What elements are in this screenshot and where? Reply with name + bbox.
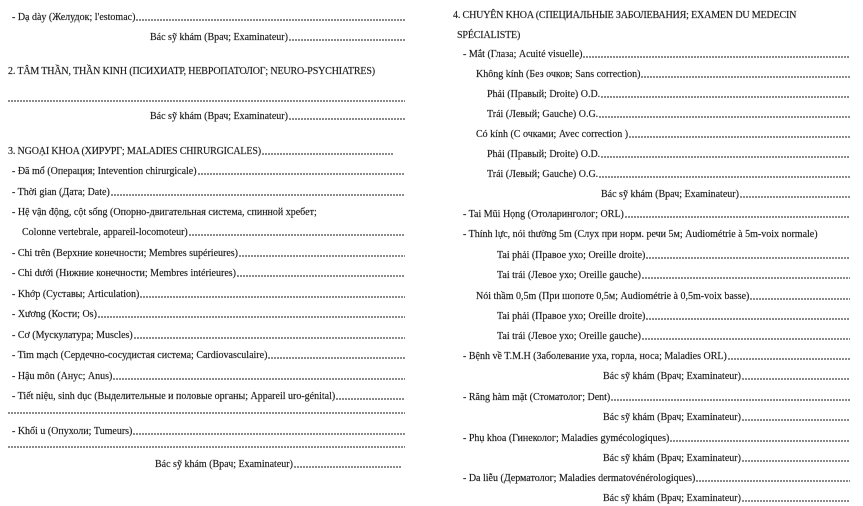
dotted-leader [696, 476, 850, 483]
dotted-leader [599, 172, 850, 179]
dotted-leader [601, 92, 850, 99]
dotted-leader [294, 462, 402, 469]
dotted-leader [189, 230, 405, 237]
joints-label: - Khớp (Суставы; Articulation) [12, 289, 140, 300]
urogenital-field [12, 391, 405, 403]
lower-limbs-field [12, 268, 405, 280]
whisper-right-ear-field [497, 311, 850, 323]
dotted-leader [599, 112, 850, 119]
examiner-label: Bác sỹ khám (Врач; Examinateur) [150, 111, 288, 122]
examiner-dermatology-field [603, 493, 850, 505]
cardio-field [12, 350, 405, 362]
right-eye-label: Phải (Правый; Droite) O.D. [487, 89, 601, 100]
dotted-leader [289, 114, 405, 121]
dental-label: - Răng hàm mặt (Стоматолог; Dent) [463, 392, 611, 403]
examiner-label: Bác sỹ khám (Врач; Examinateur) [603, 371, 741, 382]
tumors-field [12, 426, 405, 438]
dotted-leader [98, 312, 405, 319]
muscles-label: - Cơ (Мускулатура; Muscles) [12, 330, 133, 341]
with-glasses-label: Có kính (С очками; Avec correction ) [476, 129, 629, 140]
locomotor-continuation-label: Colonne vertebrale, appareil-locomoteur) [22, 227, 188, 238]
dotted-leader [239, 251, 405, 258]
section-3-title [8, 146, 393, 158]
gynecology-label: - Phụ khoa (Гинеколог; Maladies gymécologiques) [463, 433, 670, 444]
dotted-leader [583, 52, 850, 59]
anus-label: - Hậu môn (Анус; Anus) [12, 371, 113, 382]
upper-limbs-label: - Chi trên (Верхние конечности; Membres supérieures) [12, 248, 239, 259]
left-eye-label: Trái (Левый; Gauche) O.G. [487, 169, 599, 180]
dotted-leader [742, 496, 850, 503]
muscles-field [12, 330, 405, 342]
dental-field [463, 392, 850, 404]
stomach-label: - Dạ dày (Желудок; l'estomac) [12, 12, 136, 23]
examiner-eyes-field [601, 189, 850, 201]
dotted-leader [728, 354, 850, 361]
examiner-label: Bác sỹ khám (Врач; Examinateur) [150, 32, 288, 43]
anus-field [12, 371, 405, 383]
examiner-ent-field [603, 371, 850, 383]
bones-field [12, 309, 405, 321]
dotted-leader [625, 212, 850, 219]
dotted-leader [646, 314, 850, 321]
cardio-label: - Tim mạch (Сердечно-сосудистая система; Cardiovasculaire) [12, 350, 268, 361]
blank-dotted-line [8, 412, 405, 415]
section-4-title [453, 10, 858, 22]
without-glasses-right-eye-field [487, 89, 850, 101]
examiner-label: Bác sỹ khám (Врач; Examinateur) [603, 493, 741, 504]
dotted-leader [740, 192, 850, 199]
examiner-label: Bác sỹ khám (Врач; Examinateur) [603, 453, 741, 464]
upper-limbs-field [12, 248, 405, 260]
lower-limbs-label: - Chi dưới (Нижние конечности; Membres intérieures) [12, 268, 236, 279]
dotted-leader [742, 456, 850, 463]
dotted-leader [336, 394, 405, 401]
blank-dotted-line [8, 100, 405, 103]
right-eye-label: Phải (Правый; Droite) O.D. [487, 149, 601, 160]
left-ear-label: Tai trái (Левое ухо; Oreille gauche) [497, 331, 641, 342]
dotted-leader [629, 132, 850, 139]
dotted-leader [646, 253, 850, 260]
surgery-label: - Đã mổ (Операция; Intevention chirurgicale) [12, 166, 197, 177]
without-glasses-field [476, 69, 850, 81]
dotted-leader [289, 35, 405, 42]
dotted-leader [670, 436, 850, 443]
section-2-title [8, 66, 428, 78]
bones-label: - Xương (Кости; Os) [12, 309, 97, 320]
dotted-leader [742, 415, 850, 422]
hearing-normal-field [463, 229, 858, 241]
section-4-heading-continuation: SPÉCIALISTE) [457, 30, 521, 41]
dotted-leader [111, 190, 405, 197]
ent-label: - Tai Mũi Họng (Отоларинголог; ORL) [463, 209, 624, 220]
dotted-leader [268, 353, 405, 360]
dotted-leader [750, 294, 850, 301]
examiner-internal-field [150, 32, 405, 44]
locomotor-label: - Hệ vận động, cột sống (Опорно-двигательная система, спинной хребет; [12, 207, 317, 218]
section-2-heading: 2. TÂM THẦN, THẦN KINH (ПСИХИАТР, НЕВРОПАТОЛОГ; NEURO-PSYCHIATRES) [8, 66, 375, 77]
with-glasses-left-eye-field [487, 169, 850, 181]
dotted-leader [262, 149, 393, 156]
eyes-field [463, 49, 850, 61]
dermatology-label: - Da liễu (Дерматолог; Maladies dermatovénérologiques) [463, 473, 696, 484]
examiner-surgery-field [155, 459, 402, 471]
blank-dotted-line [8, 446, 405, 449]
dotted-leader [642, 273, 850, 280]
dotted-leader [134, 333, 405, 340]
with-glasses-right-eye-field [487, 149, 850, 161]
dotted-leader [641, 72, 850, 79]
right-ear-label: Tai phải (Правое ухо; Oreille droite) [497, 250, 646, 261]
without-glasses-label: Không kính (Без очков; Sans correction) [476, 69, 641, 80]
without-glasses-left-eye-field [487, 109, 850, 121]
joints-field [12, 289, 405, 301]
normal-right-ear-field [497, 250, 850, 262]
locomotor-field [12, 207, 405, 219]
examiner-dental-field [603, 412, 850, 424]
whisper-left-ear-field [497, 331, 850, 343]
examiner-neuro-field [150, 111, 405, 123]
examiner-gynecology-field [603, 453, 850, 465]
examiner-label: Bác sỹ khám (Врач; Examinateur) [603, 412, 741, 423]
dotted-leader [601, 152, 850, 159]
dotted-leader [136, 15, 405, 22]
dermatology-field [463, 473, 850, 485]
surgery-field [12, 166, 405, 178]
locomotor-continuation-field [22, 227, 405, 239]
dotted-leader [198, 169, 405, 176]
dotted-leader [113, 374, 405, 381]
eyes-label: - Mắt (Глаза; Acuité visuelle) [463, 49, 583, 60]
examiner-label: Bác sỹ khám (Врач; Examinateur) [155, 459, 293, 470]
ent-disease-field [463, 351, 850, 363]
tumors-label: - Khối u (Опухоли; Tumeurs) [12, 426, 133, 437]
dotted-leader [237, 271, 405, 278]
normal-left-ear-field [497, 270, 850, 282]
urogenital-label: - Tiết niệu, sinh dục (Выделительные и половые органы; Appareil uro-génital) [12, 391, 336, 402]
section-4-heading: 4. CHUYÊN KHOA (СПЕЦИАЛЬНЫЕ ЗАБОЛЕВАНИЯ; EXAMEN DU MEDECIN [453, 10, 797, 21]
section-4-title-continuation [457, 30, 847, 42]
whisper-label: Nói thầm 0,5m (При шопоте 0,5м; Audiométrie à 0,5m-voix basse) [476, 291, 750, 302]
stomach-field [12, 12, 405, 24]
gynecology-field [463, 433, 850, 445]
right-ear-label: Tai phải (Правое ухо; Oreille droite) [497, 311, 646, 322]
section-3-heading: 3. NGOẠI KHOA (ХИРУРГ; MALADIES CHIRURGICALES) [8, 146, 261, 157]
left-ear-label: Tai trái (Левое ухо; Oreille gauche) [497, 270, 641, 281]
left-eye-label: Trái (Левый; Gauche) O.G. [487, 109, 599, 120]
with-glasses-field [476, 129, 850, 141]
surgery-date-field [12, 187, 405, 199]
hearing-normal-label: - Thính lực, nói thường 5m (Слух при норм. речи 5м; Audiométrie à 5m-voix normale) [463, 229, 818, 240]
dotted-leader [140, 292, 405, 299]
dotted-leader [611, 395, 850, 402]
dotted-leader [742, 374, 850, 381]
dotted-leader [642, 334, 850, 341]
examiner-label: Bác sỹ khám (Врач; Examinateur) [601, 189, 739, 200]
ent-field [463, 209, 850, 221]
surgery-date-label: - Thời gian (Дата; Date) [12, 187, 110, 198]
ent-disease-label: - Bệnh về T.M.H (Заболевание уха, горла, носа; Maladies ORL) [463, 351, 727, 362]
whisper-field [476, 291, 850, 303]
dotted-leader [133, 429, 405, 436]
